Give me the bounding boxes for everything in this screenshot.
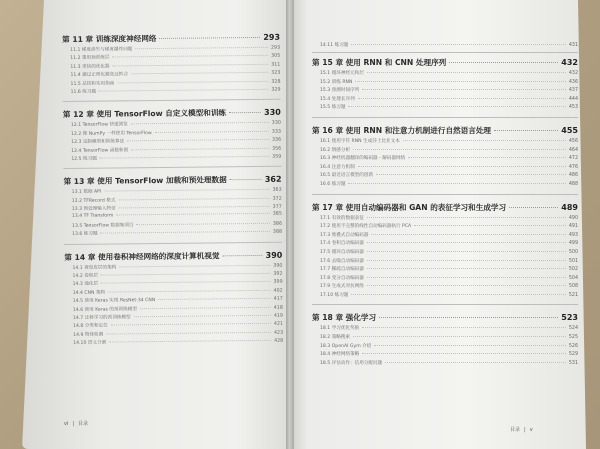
section-page: 432 bbox=[568, 71, 578, 76]
toc-section bbox=[63, 87, 281, 98]
section-title: 12.4 TensorFlow 函数和图 bbox=[71, 147, 129, 154]
chapter-heading bbox=[64, 249, 282, 262]
book-spine bbox=[286, 0, 294, 449]
section-page: 417 bbox=[273, 296, 283, 303]
section-title: 14.1 视觉皮层的架构 bbox=[72, 265, 117, 271]
section-page: 323 bbox=[271, 70, 281, 76]
section-title: 17.9 生成式对抗网络 bbox=[320, 284, 364, 290]
divider bbox=[312, 117, 578, 118]
section-title: 12.5 练习题 bbox=[71, 156, 97, 162]
right-footer: 目录 | v bbox=[510, 426, 533, 433]
chapter-title: 第 18 章 强化学习 bbox=[312, 313, 377, 323]
chapter-heading bbox=[63, 174, 281, 187]
page-mark: v bbox=[529, 426, 533, 433]
section-title: 11.4 通过正则化避免过拟合 bbox=[70, 72, 129, 79]
section-page: 423 bbox=[273, 330, 284, 336]
divider bbox=[312, 52, 578, 53]
section-page: 524 bbox=[568, 326, 578, 332]
section-title: 17.5 循环自动编码器 bbox=[320, 249, 364, 255]
section-page: 388 bbox=[272, 229, 283, 236]
chapter-title: 第 17 章 使用自动编码器和 GAN 的表征学习和生成学习 bbox=[312, 202, 507, 212]
section-page: 453 bbox=[568, 105, 578, 111]
toc-section bbox=[312, 240, 578, 249]
section-title: 14.3 池化层 bbox=[72, 282, 99, 288]
chapter-title: 第 15 章 使用 RNN 和 CNN 处理序列 bbox=[312, 58, 447, 67]
toc-section bbox=[312, 147, 578, 156]
section-page: 385 bbox=[272, 212, 282, 218]
section-page: 305 bbox=[271, 54, 281, 60]
chapter-page: 455 bbox=[561, 125, 578, 135]
divider bbox=[63, 99, 281, 102]
section-title: 15.1 循环神经元和层 bbox=[320, 71, 364, 76]
chapter-page: 293 bbox=[263, 32, 281, 42]
section-page: 501 bbox=[568, 258, 578, 264]
section-title: 14.10 语义分割 bbox=[73, 340, 107, 347]
divider bbox=[64, 241, 282, 244]
section-page: 464 bbox=[568, 147, 578, 153]
section-title: 14.9 物体检测 bbox=[73, 332, 104, 338]
section-page: 499 bbox=[568, 241, 578, 247]
section-title: 16.6 练习题 bbox=[320, 181, 346, 187]
toc-section bbox=[63, 154, 281, 165]
chapter-heading bbox=[312, 312, 578, 323]
toc-section bbox=[312, 283, 578, 292]
chapter-heading bbox=[312, 202, 578, 213]
section-title: 13.5 TensorFlow 数据集项目 bbox=[71, 223, 134, 229]
section-title: 13.4 TF Transform bbox=[71, 213, 114, 220]
chapter-heading bbox=[62, 32, 280, 45]
chapter-title: 第 16 章 使用 RNN 和注意力机制进行自然语言处理 bbox=[312, 125, 492, 135]
toc-section bbox=[312, 343, 578, 352]
section-title: 17.4 卷积自动编码器 bbox=[320, 241, 364, 247]
toc-section bbox=[312, 215, 578, 224]
section-page: 372 bbox=[272, 196, 282, 202]
section-title: 14.11 练习题 bbox=[320, 43, 349, 48]
section-page: 490 bbox=[568, 215, 578, 221]
section-title: 17.1 有效的数据表征 bbox=[320, 215, 364, 221]
section-title: 17.3 堆叠式自动编码器 bbox=[320, 232, 369, 238]
section-page: 330 bbox=[271, 121, 281, 127]
toc-section bbox=[312, 275, 578, 284]
toc-section bbox=[312, 249, 578, 258]
section-title: 18.5 评估动作：信用分配问题 bbox=[320, 360, 383, 366]
section-title: 11.1 梯度消失与梯度爆炸问题 bbox=[70, 47, 133, 53]
section-title: 14.5 使用 Keras 实现 ResNet-34 CNN bbox=[72, 298, 156, 305]
section-page: 392 bbox=[273, 271, 283, 277]
divider bbox=[312, 194, 578, 195]
section-page: 359 bbox=[272, 154, 282, 160]
section-page: 418 bbox=[273, 305, 283, 311]
toc-section bbox=[312, 96, 578, 105]
toc-section bbox=[312, 138, 578, 147]
section-title: 12.3 定制模型和训练算法 bbox=[71, 139, 125, 146]
toc-section bbox=[312, 155, 578, 164]
toc-section bbox=[312, 334, 578, 343]
section-page: 486 bbox=[568, 173, 578, 179]
section-page: 336 bbox=[271, 137, 282, 143]
section-page: 508 bbox=[568, 284, 578, 290]
chapter-heading bbox=[312, 57, 578, 68]
section-title: 16.5 最近语言模型的创新 bbox=[320, 173, 374, 179]
section-title: 11.2 重用预训练层 bbox=[70, 55, 110, 62]
page-mark: vi bbox=[64, 420, 69, 427]
section-title: 17.7 稀疏自动编码器 bbox=[320, 267, 364, 273]
chapter-title: 第 11 章 训练深度神经网络 bbox=[62, 34, 157, 44]
chapter-page: 362 bbox=[264, 175, 282, 185]
section-page: 386 bbox=[272, 221, 283, 227]
footer-label: 目录 bbox=[78, 421, 89, 427]
toc-section bbox=[312, 164, 578, 173]
section-title: 15.2 训练 RNN bbox=[320, 79, 353, 85]
toc-section bbox=[312, 258, 578, 267]
section-page: 521 bbox=[568, 292, 578, 298]
section-title: 16.3 神经机器翻译的编码器 - 解码器网络 bbox=[320, 156, 406, 162]
section-title: 12.1 TensorFlow 快速浏览 bbox=[70, 122, 128, 129]
section-page: 363 bbox=[272, 188, 282, 194]
section-title: 14.2 卷积层 bbox=[72, 273, 99, 279]
section-page: 428 bbox=[274, 338, 284, 344]
footer-label: 目录 bbox=[510, 427, 521, 433]
left-toc bbox=[62, 32, 283, 349]
section-page: 525 bbox=[568, 335, 578, 341]
section-page: 493 bbox=[568, 232, 578, 238]
section-page: 502 bbox=[568, 267, 578, 273]
section-page: 311 bbox=[271, 62, 281, 68]
left-footer: vi | 目录 bbox=[64, 420, 89, 427]
section-title: 11.3 更快的优化器 bbox=[70, 64, 110, 70]
section-title: 16.2 情感分析 bbox=[320, 147, 351, 153]
section-title: 16.1 使用字符 RNN 生成莎士比亚文本 bbox=[320, 138, 400, 144]
section-title: 18.4 神经网络策略 bbox=[320, 352, 360, 358]
section-title: 13.1 数据 API bbox=[71, 189, 102, 196]
section-page: 436 bbox=[568, 79, 578, 85]
section-page: 377 bbox=[272, 204, 282, 210]
toc-section bbox=[312, 223, 578, 232]
section-title: 16.4 注意力机制 bbox=[320, 164, 355, 170]
toc-section bbox=[312, 87, 578, 96]
section-page: 529 bbox=[568, 352, 578, 358]
chapter-title: 第 13 章 使用 TensorFlow 加载和预处理数据 bbox=[63, 175, 227, 187]
toc-section bbox=[312, 79, 578, 88]
section-title: 14.7 迁移学习的预训练模型 bbox=[72, 315, 131, 321]
section-page: 437 bbox=[568, 88, 578, 94]
section-title: 13.2 TFRecord 格式 bbox=[71, 198, 116, 204]
section-page: 500 bbox=[568, 249, 578, 255]
section-title: 15.4 处理长序列 bbox=[320, 96, 355, 102]
toc-section bbox=[312, 292, 578, 301]
chapter-heading bbox=[63, 107, 281, 120]
section-page: 419 bbox=[273, 313, 283, 319]
chapter-page: 432 bbox=[561, 58, 578, 67]
section-page: 456 bbox=[568, 138, 578, 144]
section-title: 17.10 练习题 bbox=[320, 292, 349, 298]
toc-section bbox=[312, 266, 578, 275]
section-title: 17.8 变分自动编码器 bbox=[320, 275, 364, 281]
section-title: 14.6 使用 Keras 的预训练模型 bbox=[72, 306, 137, 313]
section-title: 11.5 总结和实用指南 bbox=[70, 81, 115, 87]
section-page: 526 bbox=[568, 343, 578, 349]
section-page: 431 bbox=[568, 43, 578, 48]
section-title: 17.2 使用不完整的线性自动编码器执行 PCA bbox=[320, 224, 412, 230]
section-page: 421 bbox=[273, 322, 284, 328]
chapter-page: 330 bbox=[264, 108, 281, 118]
toc-section bbox=[312, 351, 578, 360]
chapter-page: 390 bbox=[265, 250, 283, 260]
toc-section bbox=[312, 360, 578, 369]
toc-section bbox=[312, 232, 578, 241]
section-title: 14.8 分类和定位 bbox=[73, 323, 108, 330]
section-title: 15.5 练习题 bbox=[320, 105, 346, 111]
section-page: 491 bbox=[568, 224, 578, 230]
toc-section bbox=[312, 181, 578, 190]
chapter-page: 489 bbox=[561, 202, 578, 212]
section-title: 18.1 学习优化奖励 bbox=[320, 326, 360, 332]
chapter-heading bbox=[312, 125, 578, 136]
section-page: 329 bbox=[271, 87, 281, 93]
divider bbox=[63, 166, 281, 169]
section-page: 504 bbox=[568, 275, 578, 281]
section-page: 399 bbox=[273, 280, 283, 286]
section-title: 14.4 CNN 架构 bbox=[72, 290, 106, 296]
section-page: 328 bbox=[271, 79, 281, 85]
section-title: 13.3 预处理输入特征 bbox=[71, 206, 116, 212]
divider bbox=[312, 304, 578, 305]
section-page: 488 bbox=[568, 181, 578, 187]
section-page: 531 bbox=[568, 360, 578, 366]
toc-section bbox=[312, 70, 578, 79]
right-toc bbox=[312, 42, 578, 368]
section-title: 12.2 像 NumPy 一样使用 TensorFlow bbox=[71, 130, 152, 137]
toc-section bbox=[312, 42, 578, 48]
section-title: 15.3 预测时间序列 bbox=[320, 88, 360, 94]
section-title: 18.3 OpenAI Gym 介绍 bbox=[320, 343, 372, 349]
section-title: 17.6 去噪自动编码器 bbox=[320, 258, 364, 264]
toc-section bbox=[312, 104, 578, 113]
section-page: 333 bbox=[271, 129, 282, 135]
section-page: 444 bbox=[568, 96, 578, 102]
section-page: 402 bbox=[273, 288, 283, 294]
section-title: 13.6 练习题 bbox=[72, 231, 98, 238]
section-page: 390 bbox=[273, 263, 283, 269]
section-page: 293 bbox=[270, 45, 281, 51]
chapter-title: 第 12 章 使用 TensorFlow 自定义模型和训练 bbox=[62, 108, 227, 120]
toc-section bbox=[312, 325, 578, 334]
section-title: 11.6 练习题 bbox=[70, 89, 97, 95]
toc-section bbox=[312, 172, 578, 181]
toc-section bbox=[64, 229, 282, 240]
section-title: 18.2 策略搜索 bbox=[320, 335, 351, 341]
section-page: 476 bbox=[568, 164, 578, 170]
section-page: 356 bbox=[272, 146, 282, 152]
chapter-title: 第 14 章 使用卷积神经网络的深度计算机视觉 bbox=[64, 251, 220, 262]
section-page: 472 bbox=[568, 156, 578, 162]
chapter-page: 523 bbox=[561, 313, 578, 323]
